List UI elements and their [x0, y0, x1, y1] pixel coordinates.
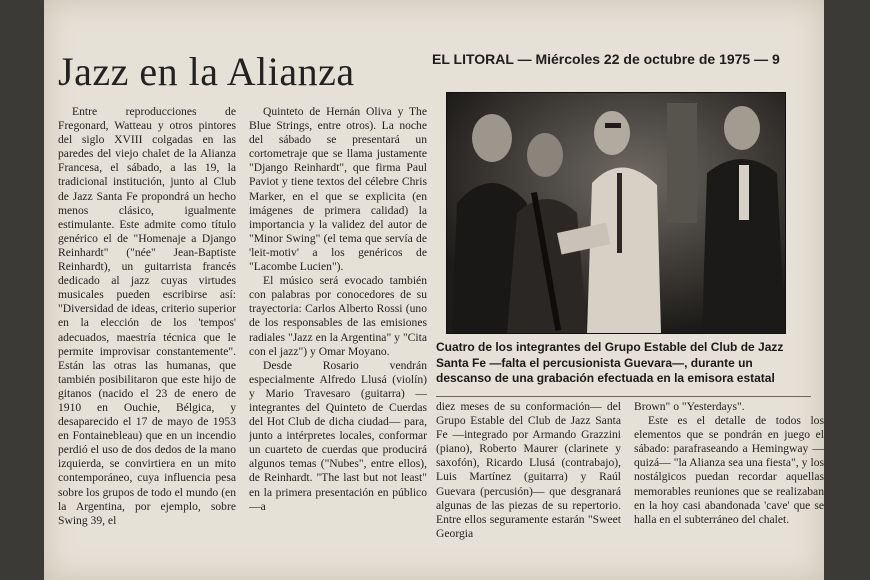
paragraph: Desde Rosario vendrán especialmente Alfredo Llusá (violín) y Mario Travesaro (guitarra) —integrantes del Quinteto de Cuerdas del Hot Club de dicha ciudad— para, junto a intérpretes locales, conformar un cuarteto de cuerdas que producirá algunos temas ("Nubes", entre ellos), de Reinhardt. "The last but not least" en la primera presentación en público —a [249, 358, 427, 513]
photo-caption: Cuatro de los integrantes del Grupo Estable del Club de Jazz Santa Fe —falta el percusionista Guevara—, durante un descanso de una grabación efectuada en la emisora estatal [436, 340, 784, 385]
paragraph: Entre reproducciones de Fregonard, Watteau y otros pintores del siglo XVIII colgadas en las paredes del viejo chalet de la Alianza Francesa, el sábado, a las 19, la tradicional institución, junto al Club de Jazz Santa Fe propondrá un hecho menos clásico, igualmente estimulante. Este admite como título genérico el de "Homenaje a Django Reinhardt" ("née" Jean-Baptiste Reinhardt), un guitarrista francés dedicado al jazz cuyas virtudes musicales pueden escribirse así: "Diversidad de ideas, criterio superior en la elección de los 'tempos' adecuados, maestría técnica que le permite improvisar constantemente". Están las otras las humanas, que también posibilitaron que este hijo de gitanos (nacido el 23 de enero de 1910 en Ouchie, Bélgica, y desaparecido el 17 de mayo de 1953 en Fontainebleau) que en un incendio perdió el uso de dos dedos de la mano izquierda, se convirtiera en un mito contemporáneo, cuya influencia pesa sobre los grupos de todo el mundo (en la Argentina, por ejemplo, sobre Swing 39, el [58, 105, 236, 527]
paragraph: El músico será evocado también con palabras por conocedores de su trayectoria: Carlos Alberto Rossi (uno de los responsables de las emisiones radiales "Jazz en la Argentina" y "Cita con el jazz") y Omar Moyano. [249, 274, 427, 358]
masthead: EL LITORAL — Miércoles 22 de octubre de 1975 — 9 [432, 51, 780, 67]
article-column-1 [58, 105, 236, 580]
article-column-2 [249, 105, 427, 580]
paragraph: Este es el detalle de todos los elementos que se pondrán en juego el sábado: parafraseando a Hemingway —quizá— "la Alianza sea una fiesta", y los nostálgicos puedan recordar aquellas memorables reuniones que se realizaban en la hoy casi abandonada 'cave' que se halla en el subterráneo del chalet. [634, 414, 824, 526]
paragraph: Brown" o "Yesterdays". [634, 400, 745, 413]
newspaper-page [44, 0, 824, 580]
paragraph: Quinteto de Hernán Oliva y The Blue Strings, entre otros). La noche del sábado se presentará un cortometraje que se llama justamente "Django Reinhardt", que firma Paul Paviot y tiene textos del célebre Chris Marker, en el que se explicita (en imágenes de primera calidad) la importancia y la validez del autor de "Minor Swing" (el tema que servía de 'leit-motiv' a los genéricos de "Lacombe Lucien"). [249, 105, 427, 274]
column-divider [436, 396, 811, 397]
article-column-4 [634, 400, 824, 580]
band-photo [446, 92, 786, 334]
article-column-3 [436, 400, 621, 580]
headline: Jazz en la Alianza [58, 49, 355, 94]
paragraph: diez meses de su conformación— del Grupo Estable del Club de Jazz Santa Fe —integrado por Armando Grazzini (piano), Roberto Maurer (clarinete y saxofón), Ricardo Llusá (contrabajo), Luis Martínez (guitarra) y Raúl Guevara (percusión)— que desgranará algunas de las piezas de su repertorio. Entre ellos seguramente estarán "Sweet Georgia [436, 400, 621, 540]
band-photo-image [447, 93, 785, 333]
